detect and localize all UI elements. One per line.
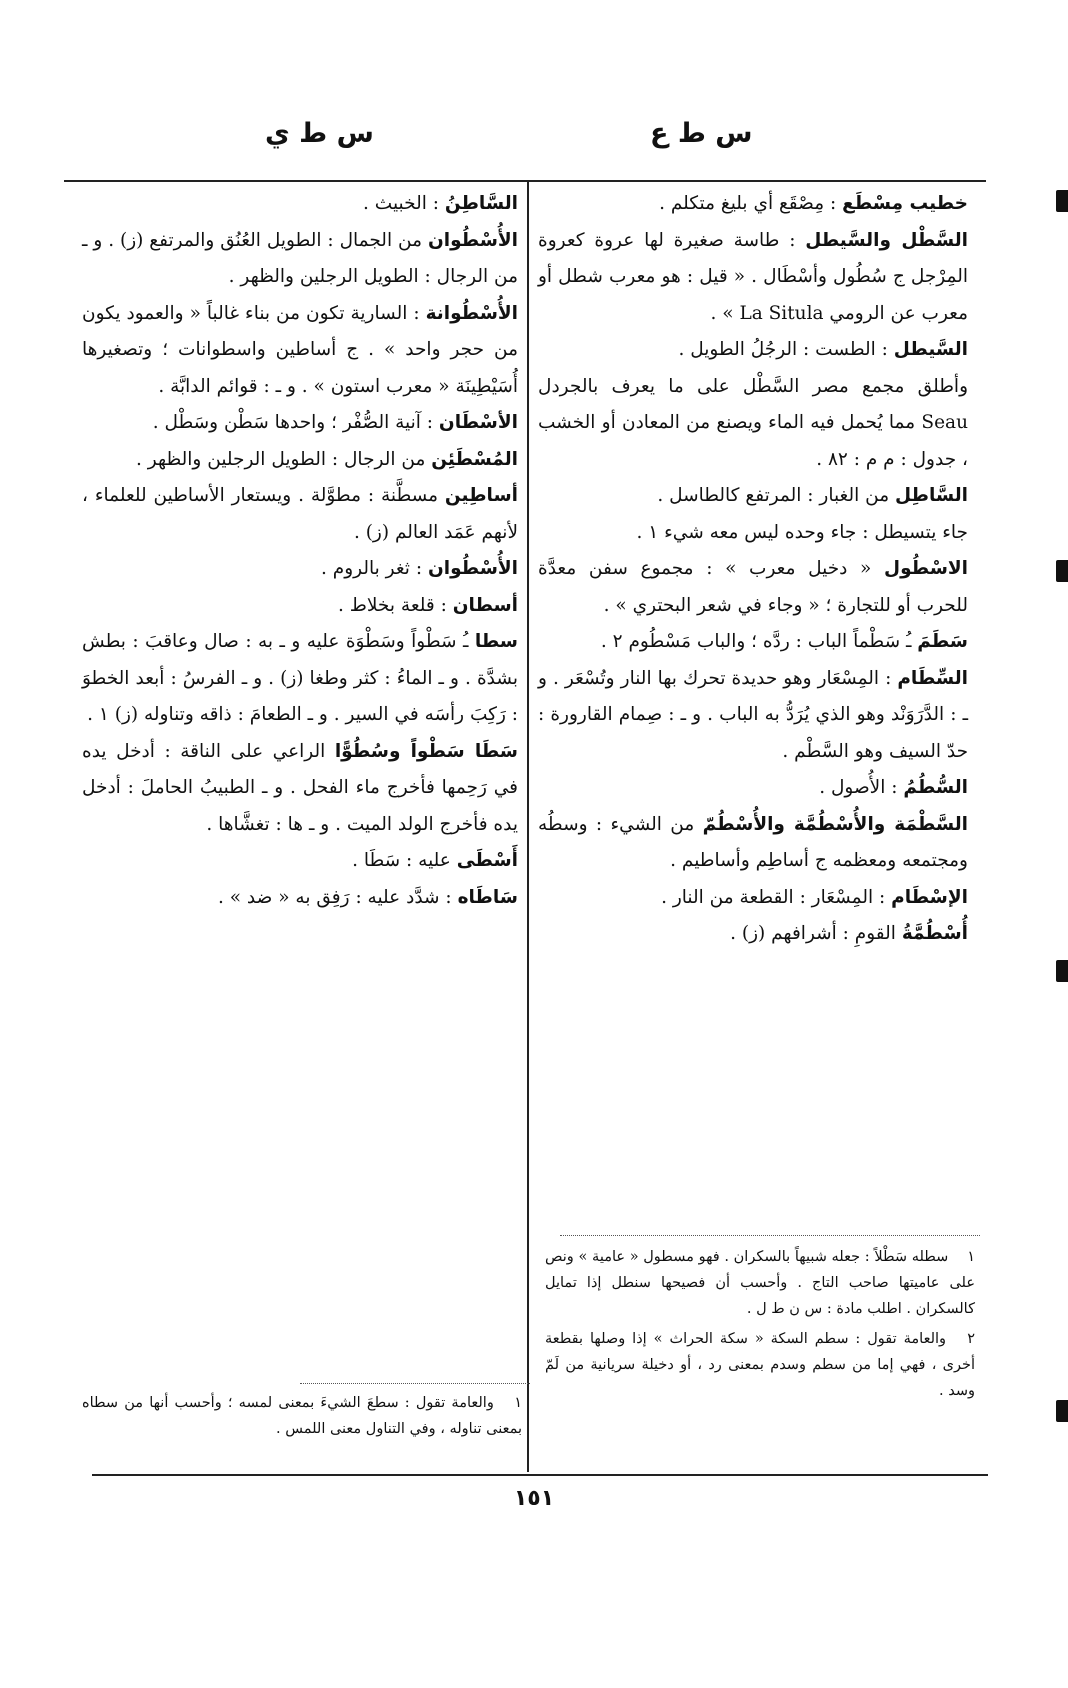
left-footnotes [82,1390,522,1446]
entry-definition: وأطلق مجمع مصر السَّطْل على ما يعرف بالجردل Seau مما يُحمل فيه الماء ويصنع من المعادن أو الخشب ، جدول : م م : ٨٢ . [538,375,968,470]
entry-definition: القومِ : أشرافهم (ز) . [730,923,902,944]
entry-headword: الإسْطَام [891,886,968,908]
footnote [545,1244,975,1322]
dictionary-entry [538,551,968,624]
entry-definition: ـُ سَطْواً وسَطْوَة عليه و ـ به : صال وعاقبَ : بطش بشدَّة . و ـ الماءُ : كثر وطغا (ز) . و ـ الفرسُ : أبعد الخطوَ : رَكِبَ رأسَه في السير . و ـ الطعامَ : ذاقه وتناوله (ز) ١ . [82,631,518,725]
entry-headword: السَّاطِل [895,485,968,506]
entry-definition: مسطَّنة : مطوَّلة . ويستعار الأساطين للعلماء ، لأنهم عَمَد العالم (ز) . [82,485,518,543]
dictionary-entry [82,223,518,296]
entry-headword: السِّطَام [897,667,968,689]
dictionary-entry [82,296,518,406]
dictionary-entry [538,186,968,223]
entry-definition: : شدَّد عليه : رَفِق به « ضد » . [217,886,458,908]
entry-headword: سَاطَاه [457,886,518,908]
footnote-number: ٢ [967,1331,976,1347]
dictionary-entry [538,624,968,661]
entry-definition: من الجمال : الطويل العُنُق والمرتفع (ز) . و ـ من الرجال : الطويل الرجلين والظهر . [82,229,518,287]
dictionary-entry [82,624,518,734]
dictionary-entry [538,770,968,807]
footnote-number: ١ [967,1249,975,1265]
dictionary-entry [538,223,968,333]
entry-headword: السَّاطِنُ [444,193,518,214]
margin-mark [1056,560,1068,582]
entry-definition: ـُ سَطْماً الباب : ردَّه ؛ والباب مَسْطُوم ٢ . [600,631,918,652]
dictionary-entry [538,661,968,771]
entry-headword: الأُسْطُوان [427,558,518,579]
entry-definition: جاء يتسيطل : جاء وحده ليس معه شيء ١ . [636,521,968,543]
left-footnote-rule [300,1383,530,1384]
entry-definition: : المِسْعَار : القطعة من النار . [661,886,892,908]
entry-definition: : الأُصول . [819,777,904,798]
entry-headword: الأُسْطُوان [427,229,518,251]
bottom-rule [92,1474,988,1476]
entry-headword: المُسْطَئِن [431,448,518,470]
right-column-header: س ط ع [650,118,753,149]
dictionary-entry [82,880,518,917]
entry-definition: : السارية تكون من بناء غالباً « والعمود يكون من حجر واحد » . ج أساطين واسطوانات ؛ وتصغيرها أُسَيْطِينَة « معرب استون » . و ـ : قوائم الدابَّة . [82,302,518,397]
dictionary-entry [538,332,968,369]
entry-definition: عليه : سَطَا . [352,850,457,871]
entry-headword: أُسْطُمَّةُ [901,923,968,944]
entry-definition: : مِصْقَع أي بليغ متكلم . [659,193,843,214]
footnote [545,1326,975,1404]
top-rule [64,180,986,182]
entry-definition: « دخيل معرب » : مجموع سفن معدَّة للحرب أو للتجارة ؛ « وجاء في شعر البحتري » . [538,558,968,616]
dictionary-entry [82,734,518,844]
entry-headword: سطا [474,631,518,652]
footnote-text: والعامة تقول : سطم السكة « سكة الحراث » إذا وصلها بقطعة أخرى ، فهي إما من سطم وسدم بمعنى رد ، أو دخيلة سريانية من لَمّ وسد . [545,1331,975,1399]
right-column [538,186,968,953]
dictionary-entry [538,880,968,917]
entry-headword: السَّطْل والسَّيطل [805,229,968,251]
footnote [82,1390,522,1442]
left-column [82,186,518,916]
footnote-number: ١ [514,1395,523,1411]
entry-definition: : ثغر بالروم . [321,558,428,579]
dictionary-entry [538,515,968,552]
entry-headword: أسطان [452,594,518,616]
entry-headword: خطيب مِسْطَع [842,193,968,214]
dictionary-entry [82,843,518,880]
entry-headword: الاسْطُول [884,558,968,579]
column-divider [527,182,529,1472]
footnote-text: سطله سَطْلاً : جعله شبيهاً بالسكران . فهو مسطول « عامية » ونص على عاميتها صاحب التاج . وأحسب أن فصيحها سنطل إذا تمايل كالسكران . اطلب مادة : س ن ط ل . [545,1249,975,1317]
right-footnotes [545,1244,975,1408]
entry-headword: سَطَمَ [917,631,968,652]
entry-definition: : الخبيث . [363,193,445,214]
margin-mark [1056,1400,1068,1422]
entry-headword: السُّطُمُ [903,777,968,798]
dictionary-entry [82,588,518,625]
dictionary-entry [538,807,968,880]
entry-definition: : قلعة بخلاط . [338,594,453,616]
entry-headword: السَّيطل [893,339,968,360]
page-number: ١٥١ [513,1486,555,1511]
dictionary-entry [82,186,518,223]
dictionary-entry [538,478,968,515]
right-footnote-rule [560,1235,980,1236]
entry-headword: الأسْطَان [438,412,518,433]
entry-definition: الراعي على الناقة : أدخل يده في رَحِمها فأخرج ماء الفحل . و ـ الطبيبُ الحاملَ : أدخل يده فأخرج الولد الميت . و ـ ها : تغشَّاها . [82,740,518,835]
dictionary-entry [82,405,518,442]
dictionary-entry [82,442,518,479]
entry-definition: من الرجال : الطويل الرجلين والظهر . [135,448,432,470]
entry-definition: : الطست : الرجُلُ الطويل . [678,339,894,360]
entry-headword: سَطَا سَطْواً وسُطُوًّا [334,740,518,762]
entry-headword: الأُسْطُوانة [425,302,518,324]
entry-headword: السَّطْمَة والأُسْطُمَّة والأُسْطُمّ [702,813,968,835]
dictionary-entry [538,916,968,953]
entry-definition: : آنية الصُّفْر ؛ واحدها سَطْن وسَطْل . [152,412,439,433]
entry-headword: أَسْطَى [456,850,518,871]
entry-definition: : طاسة صغيرة لها عروة كعروة المِرْجل ج سُطُول وأسْطَال . « قيل : هو معرب شطل أو معرب عن الرومي La Situla » . [538,229,968,324]
entry-headword: أساطِين [444,485,518,506]
footnote-text: والعامة تقول : سطعَ الشيءَ بمعنى لمسه ؛ وأحسب أنها من سطاه بمعنى تناوله ، وفي التناول معنى اللمس . [82,1395,522,1437]
dictionary-entry [82,478,518,551]
entry-definition: : المِسْعَار وهو حديدة تحرك بها النار وتُسْعَر . و ـ : الدَّرَوَنْد وهو الذي يُرَدُّ به الباب . و ـ : صِمام القارورة : حدّ السيف وهو السَّطْم . [538,667,968,762]
margin-mark [1056,190,1068,212]
left-column-header: س ط ي [265,118,374,149]
dictionary-entry [82,551,518,588]
entry-definition: من الغبار : المرتفع كالطاسل . [657,485,895,506]
entry-definition: من الشيء : وسطُه ومجتمعه ومعظمه ج أساطِم وأساطيم . [538,813,968,871]
dictionary-entry [538,369,968,479]
margin-mark [1056,960,1068,982]
